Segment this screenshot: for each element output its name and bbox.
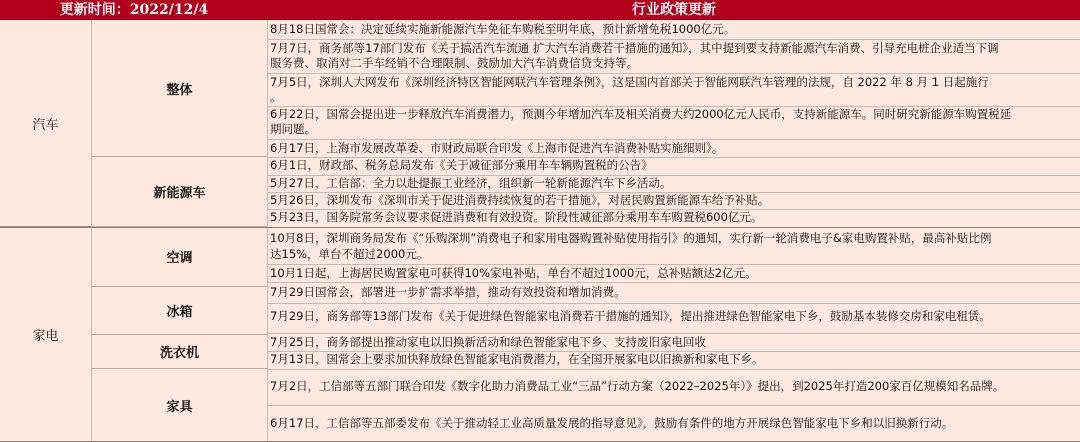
policy-line: 6月22日，国常会提出进一步释放汽车消费潜力，预测今年增加汽车及相关消费大约2000亿元人民币，支持新能源车。同时研究新能源车购置税延 [270,107,1012,121]
subcategory-ac: 空调 [92,227,268,287]
category-appliance: 家电 [0,227,92,442]
subcategory-furniture: 家具 [92,369,268,442]
subcategory-washer: 洗衣机 [92,335,268,369]
policy-line: 7月13日，国常会上要求加快释放绿色智能家电消费潜力，在全国开展家电以旧换新和家电下乡。 [270,352,764,366]
group-divider [0,227,1080,228]
row-divider [268,39,1080,40]
row-divider [268,73,1080,74]
row-divider [268,303,1080,304]
policy-line: 服务费、取消对二手车经销不合理限制、鼓励加大汽车消费信贷支持等。 [270,56,638,70]
subcategory-nev: 新能源车 [92,157,268,227]
policy-line: 7月7日，商务部等17部门发布《关于搞活汽车流通 扩大汽车消费若干措施的通知》，其中提到要支持新能源汽车消费、引导充电桩企业适当下调 [270,41,999,55]
policy-line: 8月18日国常会：决定延续实施新能源汽车免征车购税至明年底，预计新增免税1000亿元。 [270,22,736,36]
row-divider [268,333,1080,334]
policy-line: 5月23日，国务院常务会议要求促进消费和有效投资。阶段性减征部分乘用车车购置税600亿元。 [270,210,763,224]
policy-line: 6月17日，工信部等五部委发布《关于推动轻工业高质量发展的指导意见》，鼓励有条件的地方开展绿色智能家电下乡和以旧换新行动。 [270,416,954,430]
policy-line: 7月2日，工信部等五部门联合印发《数字化助力消费品工业“三品”行动方案（2022–2025年）》提出，到2025年打造200家百亿规模知名品牌。 [270,379,1005,393]
row-divider [268,369,1080,370]
policy-line: 达15%，单台不超过2000元。 [270,247,429,261]
row-divider [268,282,1080,283]
category-auto: 汽车 [0,20,92,227]
policy-line: 7月5日，深圳人大网发布《深圳经济特区智能网联汽车管理条例》，这是国内首部关于智能网联汽车管理的法规，自 2022 年 8 月 1 日起施行 [270,75,989,89]
row-divider [268,264,1080,265]
subcategory-whole: 整体 [92,20,268,157]
policy-line: 期问题。 [270,122,316,136]
policy-line: 10月1日起，上海居民购置家电可获得10%家电补贴，单台不超过1000元，总补贴额达2亿元。 [270,266,757,280]
policy-line: 10月8日，深圳商务局发布《“乐购深圳”消费电子和家用电器购置补贴使用指引》的通知，实行新一轮消费电子&家电购置补贴，最高补贴比例 [270,231,992,245]
policy-line: 7月29日，商务部等13部门发布《关于促进绿色智能家电消费若干措施的通知》，提出推进绿色智能家电下乡，鼓励基本装修交房和家电租赁。 [270,309,991,323]
row-divider [268,139,1080,140]
policy-update-header: 行业政策更新 [268,0,1080,20]
policy-line: 7月25日，商务部提出推动家电以旧换新活动和绿色智能家电下乡、支持废旧家电回收 [270,335,706,349]
policy-line: 6月1日，财政部、税务总局发布《关于减征部分乘用车车辆购置税的公告》 [270,158,653,172]
policy-line: 7月29日国常会，部署进一步扩需求举措，推动有效投资和增加消费。 [270,285,626,299]
policy-line: 5月27日，工信部：全力以赴提振工业经济，组织新一轮新能源汽车下乡活动。 [270,176,672,190]
row-divider [268,405,1080,406]
update-time-header: 更新时间：2022/12/4 [0,0,268,20]
policy-line: 。 [270,90,282,104]
subcategory-fridge: 冰箱 [92,287,268,335]
policy-line: 5月26日，深圳发布《深圳市关于促进消费持续恢复的若干措施》，对居民购置新能源车给予补贴。 [270,193,770,207]
policy-line: 6月17日，上海市发展改革委、市财政局联合印发《上海市促进汽车消费补贴实施细则》。 [270,141,724,155]
